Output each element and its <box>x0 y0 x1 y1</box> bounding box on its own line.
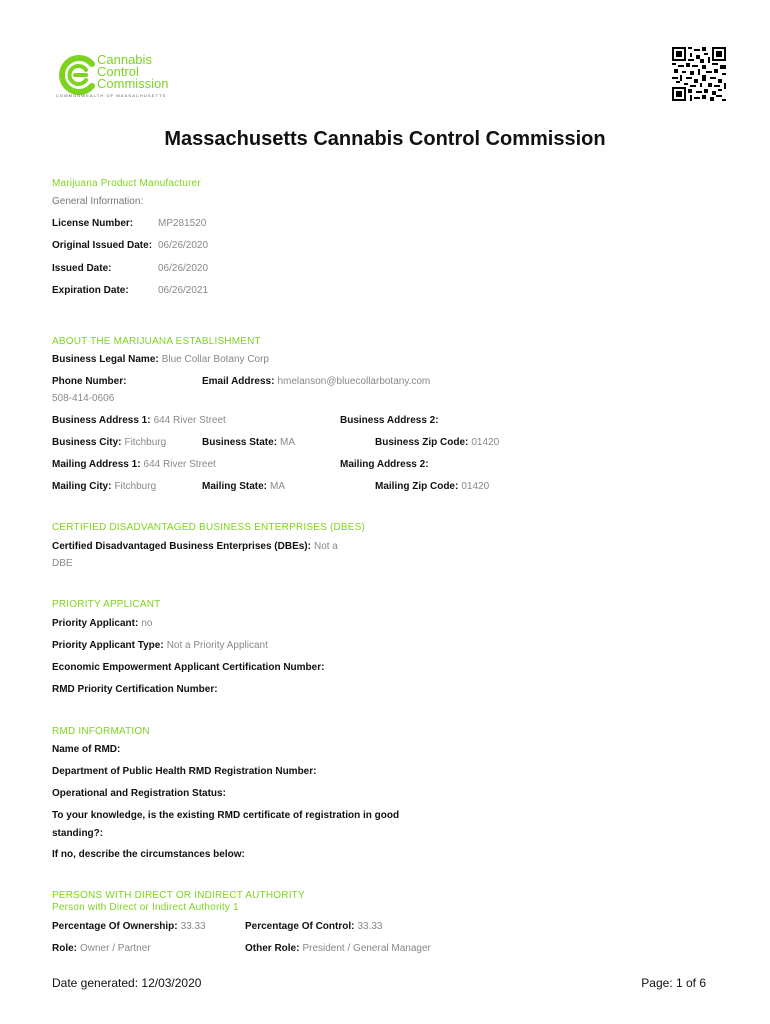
business-zip-field <box>375 437 499 448</box>
business-state-label: Business State: <box>202 437 278 448</box>
legal-name-label: Business Legal Name: <box>52 354 159 365</box>
email-label: Email Address: <box>202 376 275 387</box>
dbe-value-line-1: Not a <box>313 541 338 552</box>
business-state-field <box>202 437 295 448</box>
issued-date-value: 06/26/2020 <box>158 263 209 274</box>
phone-value: 508-414-0606 <box>52 393 115 404</box>
dbe-label: Certified Disadvantaged Business Enterprises (DBEs): <box>52 541 311 552</box>
logo-line-2: Control <box>97 64 139 79</box>
rmd-name-label: Name of RMD: <box>52 744 121 755</box>
other-role-label: Other Role: <box>245 943 300 954</box>
priority-heading: PRIORITY APPLICANT <box>52 599 161 610</box>
legal-name-value: Blue Collar Botany Corp <box>161 354 269 365</box>
mailing-zip-field <box>375 481 489 492</box>
operational-status-label: Operational and Registration Status: <box>52 788 226 799</box>
other-role-value: President / General Manager <box>302 943 431 954</box>
mailing-state-field <box>202 481 285 492</box>
mailing-city-value: Fitchburg <box>114 481 157 492</box>
mailing-address-1-value: 644 River Street <box>143 459 216 470</box>
mailing-zip-label: Mailing Zip Code: <box>375 481 459 492</box>
priority-type-value: Not a Priority Applicant <box>166 640 268 651</box>
priority-applicant-field <box>52 618 152 629</box>
logo-line-3: Commission <box>97 76 169 91</box>
establishment-heading: ABOUT THE MARIJUANA ESTABLISHMENT <box>52 336 261 347</box>
logo-line-1: Cannabis <box>97 52 152 67</box>
cannabis-control-commission-logo-icon <box>56 54 98 96</box>
control-value: 33.33 <box>357 921 383 932</box>
ownership-field <box>52 921 206 932</box>
original-issued-value: 06/26/2020 <box>158 240 209 251</box>
ownership-label: Percentage Of Ownership: <box>52 921 178 932</box>
business-address-1-value: 644 River Street <box>153 415 226 426</box>
priority-applicant-label: Priority Applicant: <box>52 618 139 629</box>
general-info-heading: General Information: <box>52 196 144 207</box>
mailing-city-label: Mailing City: <box>52 481 112 492</box>
business-address-1-label: Business Address 1: <box>52 415 151 426</box>
control-field <box>245 921 383 932</box>
priority-type-label: Priority Applicant Type: <box>52 640 164 651</box>
good-standing-label-line-1: To your knowledge, is the existing RMD certificate of registration in good <box>52 810 400 821</box>
mailing-city-field <box>52 481 156 492</box>
license-number-label: License Number: <box>52 218 134 229</box>
legal-name-field <box>52 354 269 365</box>
original-issued-label: Original Issued Date: <box>52 240 153 251</box>
role-label: Role: <box>52 943 77 954</box>
describe-circumstances-label: If no, describe the circumstances below: <box>52 849 245 860</box>
qr-code-icon <box>672 47 726 101</box>
role-field <box>52 943 151 954</box>
authority-subheading: Person with Direct or Indirect Authority 1 <box>52 902 239 913</box>
priority-applicant-value: no <box>141 618 153 629</box>
business-city-value: Fitchburg <box>124 437 167 448</box>
role-value: Owner / Partner <box>80 943 151 954</box>
priority-type-field <box>52 640 268 651</box>
dbe-value-line-2: DBE <box>52 558 73 569</box>
rmd-priority-cert-label: RMD Priority Certification Number: <box>52 684 218 695</box>
issued-date-label: Issued Date: <box>52 263 112 274</box>
ownership-value: 33.33 <box>180 921 206 932</box>
business-address-2-label: Business Address 2: <box>340 415 439 426</box>
dbe-field <box>52 541 338 552</box>
page-number: Page: 1 of 6 <box>641 976 706 990</box>
email-field <box>202 376 430 387</box>
dbe-heading: CERTIFIED DISADVANTAGED BUSINESS ENTERPRISES (DBES) <box>52 522 366 533</box>
mailing-address-2-label: Mailing Address 2: <box>340 459 429 470</box>
other-role-field <box>245 943 431 954</box>
logo-tagline: COMMONWEALTH OF MASSACHUSETTS <box>56 93 167 98</box>
authority-heading: PERSONS WITH DIRECT OR INDIRECT AUTHORITY <box>52 890 305 901</box>
rmd-heading: RMD INFORMATION <box>52 726 150 737</box>
license-number-value: MP281520 <box>158 218 207 229</box>
business-zip-value: 01420 <box>471 437 500 448</box>
business-address-1-field <box>52 415 226 426</box>
mailing-state-value: MA <box>270 481 286 492</box>
business-state-value: MA <box>280 437 296 448</box>
business-city-label: Business City: <box>52 437 122 448</box>
business-zip-label: Business Zip Code: <box>375 437 469 448</box>
dph-registration-label: Department of Public Health RMD Registration Number: <box>52 766 317 777</box>
good-standing-label-line-2: standing?: <box>52 828 104 839</box>
expiration-date-value: 06/26/2021 <box>158 285 209 296</box>
eea-cert-label: Economic Empowerment Applicant Certification Number: <box>52 662 325 673</box>
mailing-address-1-label: Mailing Address 1: <box>52 459 141 470</box>
mailing-address-1-field <box>52 459 216 470</box>
mailing-zip-value: 01420 <box>461 481 490 492</box>
business-city-field <box>52 437 166 448</box>
mailing-state-label: Mailing State: <box>202 481 268 492</box>
page-title: Massachusetts Cannabis Control Commission <box>164 128 606 150</box>
expiration-date-label: Expiration Date: <box>52 285 129 296</box>
phone-label: Phone Number: <box>52 376 127 387</box>
date-generated: Date generated: 12/03/2020 <box>52 976 202 990</box>
license-type: Marijuana Product Manufacturer <box>52 178 201 189</box>
control-label: Percentage Of Control: <box>245 921 355 932</box>
email-value: hmelanson@bluecollarbotany.com <box>277 376 431 387</box>
logo-wordmark <box>97 54 169 90</box>
